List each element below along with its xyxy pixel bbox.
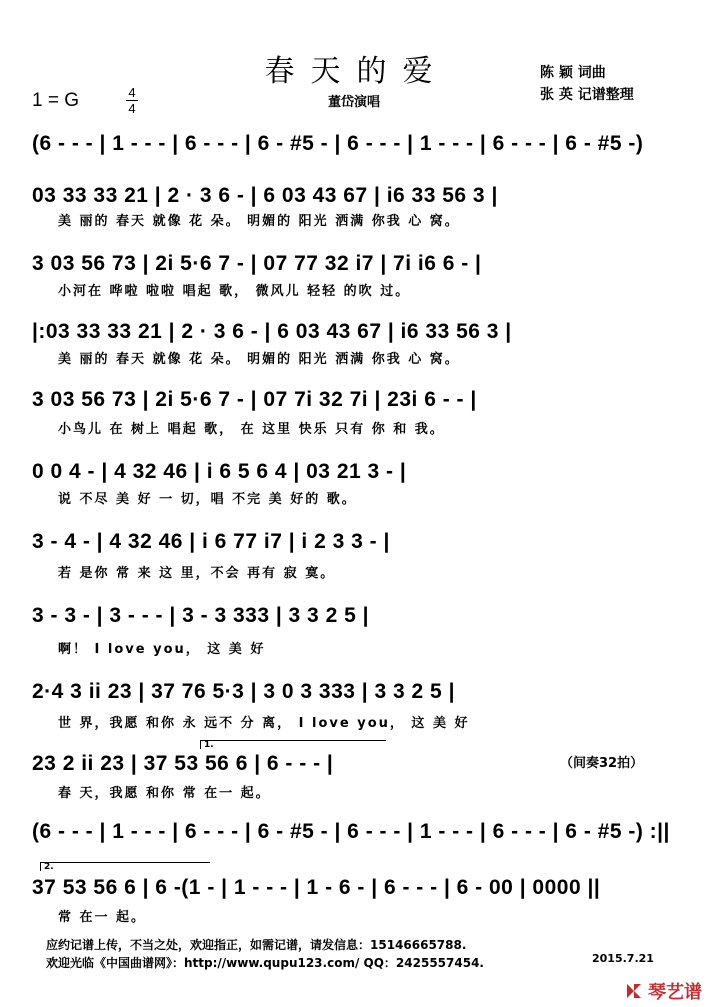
footer-upload-note: 应约记谱上传，不当之处，欢迎指正，如需记谱，请发信息：15146665788. [46,938,467,952]
transcription-date: 2015.7.21 [592,952,654,965]
score-line-4-lyrics: 美 丽的 春天 就像 花 朵。 明媚的 阳光 洒满 你我 心 窝。 [58,352,460,367]
score-line-8-notes: 3 - 3 - | 3 - - - | 3 - 3 333 | 3 3 2 5 | [32,604,369,627]
score-line-2-lyrics: 美 丽的 春天 就像 花 朵。 明媚的 阳光 洒满 你我 心 窝。 [58,214,460,229]
score-line-3-lyrics: 小河在 哗啦 啦啦 唱起 歌， 微风儿 轻轻 的吹 过。 [58,284,411,299]
score-line-7-notes: 3 - 4 - | 4 32 46 | i 6 77 i7 | i 2 3 3 - | [32,530,390,553]
time-signature [126,86,138,115]
score-line-9-notes: 2·4 3 ii 23 | 37 76 5·3 | 3 0 3 333 | 3 3 2 5 | [32,680,455,703]
singer-credit: 董岱演唱 [328,95,381,110]
footer-website-note: 欢迎光临《中国曲谱网》：http://www.qupu123.com/ QQ：2425557454. [46,956,484,970]
score-line-5-notes: 3 03 56 73 | 2i 5·6 7 - | 07 7i 32 7i | 23i 6 - - | [32,388,477,411]
time-numerator: 4 [128,85,136,100]
score-line-12-lyrics: 常 在一 起。 [58,910,147,925]
time-denominator: 4 [128,101,136,116]
song-title: 春天的爱 [264,54,449,89]
brand-logo [624,978,702,1004]
score-line-11-notes: (6 - - - | 1 - - - | 6 - - - | 6 - #5 - | 6 - - - | 1 - - - | 6 - - - | 6 - #5 -) :|| [32,820,670,843]
score-line-8-lyrics: 啊！ I love you， 这 美 好 [58,642,266,657]
score-line-7-lyrics: 若 是你 常 来 这 里，不会 再有 寂 寞。 [58,566,336,581]
lyricist-credit: 陈 颖 词曲 [540,65,606,81]
score-line-10-lyrics: 春 天，我愿 和你 常 在一 起。 [58,786,271,801]
score-line-9-lyrics: 世 界，我愿 和你 永 远不 分 离， I love you， 这 美 好 [58,716,470,731]
interlude-note: （间奏32拍） [560,756,644,771]
transcriber-credit: 张 英 记谱整理 [540,87,634,103]
score-line-3-notes: 3 03 56 73 | 2i 5·6 7 - | 07 77 32 i7 | 7i i6 6 - | [32,252,482,275]
brand-logo-icon [624,981,644,1001]
score-line-6-notes: 0 0 4 - | 4 32 46 | i 6 5 6 4 | 03 21 3 - | [32,460,407,483]
score-line-12-notes: 37 53 56 6 | 6 -(1 - | 1 - - - | 1 - 6 - | 6 - - - | 6 - 00 | 0000 || [32,876,601,899]
volta-second-ending: 2. [40,862,210,871]
score-line-1-notes: (6 - - - | 1 - - - | 6 - - - | 6 - #5 - | 6 - - - | 1 - - - | 6 - - - | 6 - #5 -) [32,132,644,155]
score-line-5-lyrics: 小鸟儿 在 树上 唱起 歌， 在 这里 快乐 只有 你 和 我。 [58,422,445,437]
score-line-10-notes: 23 2 ii 23 | 37 53 56 6 | 6 - - - | [32,752,334,775]
volta-first-ending: 1. [200,740,386,749]
score-line-2-notes: 03 33 33 21 | 2 · 3 6 - | 6 03 43 67 | i6 33 56 3 | [32,184,498,207]
score-line-6-lyrics: 说 不尽 美 好 一 切，唱 不完 美 好的 歌。 [58,492,357,507]
brand-name: 琴艺谱 [648,982,702,1003]
score-line-4-notes: |:03 33 33 21 | 2 · 3 6 - | 6 03 43 67 | i6 33 56 3 | [32,320,512,343]
key-signature: 1 = G [32,90,79,111]
